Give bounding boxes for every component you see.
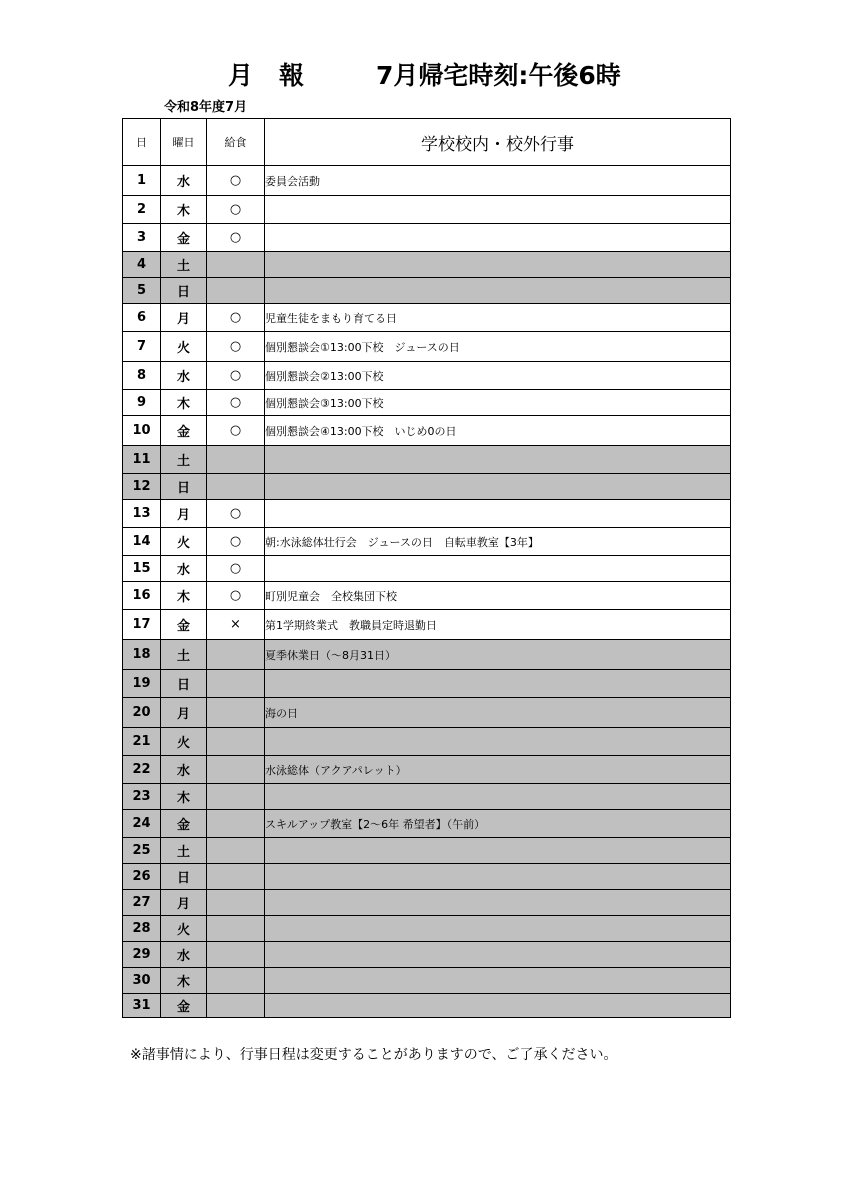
table-row — [123, 278, 731, 304]
event-cell — [265, 994, 731, 1018]
lunch-cell: × — [207, 610, 265, 640]
day-cell: 26 — [123, 864, 161, 890]
weekday-cell: 金 — [161, 994, 207, 1018]
table-row — [123, 838, 731, 864]
table-row — [123, 610, 731, 640]
weekday-cell: 土 — [161, 446, 207, 474]
weekday-cell: 木 — [161, 582, 207, 610]
day-cell: 8 — [123, 362, 161, 390]
table-row — [123, 390, 731, 416]
lunch-cell: ○ — [207, 362, 265, 390]
lunch-cell: ○ — [207, 196, 265, 224]
subtitle-month: 令和8年度7月 — [164, 100, 248, 115]
lunch-cell — [207, 916, 265, 942]
footer-note: ※諸事情により、行事日程は変更することがありますので、ご了承ください。 — [130, 1047, 618, 1063]
weekday-cell: 水 — [161, 756, 207, 784]
lunch-cell — [207, 670, 265, 698]
weekday-cell: 日 — [161, 670, 207, 698]
weekday-cell: 金 — [161, 810, 207, 838]
table-row — [123, 582, 731, 610]
lunch-cell — [207, 890, 265, 916]
day-cell: 17 — [123, 610, 161, 640]
weekday-cell: 月 — [161, 698, 207, 728]
event-cell: 第1学期終業式 教職員定時退勤日 — [265, 610, 731, 640]
day-cell: 28 — [123, 916, 161, 942]
day-cell: 4 — [123, 252, 161, 278]
day-cell: 14 — [123, 528, 161, 556]
event-cell: 海の日 — [265, 698, 731, 728]
weekday-cell: 木 — [161, 968, 207, 994]
lunch-cell — [207, 474, 265, 500]
event-cell: 水泳総体（アクアパレット） — [265, 756, 731, 784]
day-cell: 23 — [123, 784, 161, 810]
weekday-cell: 月 — [161, 890, 207, 916]
weekday-cell: 土 — [161, 252, 207, 278]
event-cell — [265, 196, 731, 224]
lunch-cell — [207, 446, 265, 474]
table-row — [123, 942, 731, 968]
day-cell: 13 — [123, 500, 161, 528]
lunch-cell — [207, 864, 265, 890]
lunch-cell — [207, 942, 265, 968]
day-cell: 16 — [123, 582, 161, 610]
table-row — [123, 810, 731, 838]
lunch-cell — [207, 252, 265, 278]
event-cell — [265, 446, 731, 474]
table-row — [123, 640, 731, 670]
column-header-lunch: 給食 — [207, 119, 265, 166]
table-row — [123, 474, 731, 500]
day-cell: 3 — [123, 224, 161, 252]
column-header-day: 日 — [123, 119, 161, 166]
event-cell — [265, 278, 731, 304]
weekday-cell: 火 — [161, 728, 207, 756]
table-row — [123, 756, 731, 784]
event-cell — [265, 224, 731, 252]
lunch-cell — [207, 640, 265, 670]
table-row — [123, 670, 731, 698]
table-row — [123, 196, 731, 224]
table-row — [123, 362, 731, 390]
column-header-events: 学校校内・校外行事 — [265, 119, 731, 166]
weekday-cell: 日 — [161, 278, 207, 304]
event-cell — [265, 500, 731, 528]
lunch-cell — [207, 784, 265, 810]
table-row — [123, 500, 731, 528]
day-cell: 2 — [123, 196, 161, 224]
lunch-cell — [207, 756, 265, 784]
weekday-cell: 水 — [161, 942, 207, 968]
day-cell: 10 — [123, 416, 161, 446]
weekday-cell: 土 — [161, 640, 207, 670]
lunch-cell: ○ — [207, 500, 265, 528]
weekday-cell: 木 — [161, 196, 207, 224]
table-row — [123, 994, 731, 1018]
weekday-cell: 火 — [161, 916, 207, 942]
table-row — [123, 728, 731, 756]
event-cell: 個別懇談会④13:00下校 いじめ0の日 — [265, 416, 731, 446]
lunch-cell — [207, 728, 265, 756]
lunch-cell — [207, 994, 265, 1018]
monthly-schedule-table — [122, 118, 731, 1018]
lunch-cell — [207, 278, 265, 304]
event-cell — [265, 864, 731, 890]
lunch-cell: ○ — [207, 582, 265, 610]
weekday-cell: 月 — [161, 500, 207, 528]
weekday-cell: 日 — [161, 474, 207, 500]
weekday-cell: 日 — [161, 864, 207, 890]
day-cell: 18 — [123, 640, 161, 670]
table-row — [123, 332, 731, 362]
day-cell: 30 — [123, 968, 161, 994]
weekday-cell: 水 — [161, 556, 207, 582]
weekday-cell: 土 — [161, 838, 207, 864]
table-row — [123, 968, 731, 994]
event-cell: 委員会活動 — [265, 166, 731, 196]
lunch-cell — [207, 838, 265, 864]
lunch-cell — [207, 968, 265, 994]
event-cell — [265, 942, 731, 968]
table-row — [123, 890, 731, 916]
day-cell: 1 — [123, 166, 161, 196]
table-row — [123, 416, 731, 446]
table-row — [123, 166, 731, 196]
event-cell — [265, 474, 731, 500]
lunch-cell — [207, 698, 265, 728]
day-cell: 27 — [123, 890, 161, 916]
day-cell: 7 — [123, 332, 161, 362]
lunch-cell: ○ — [207, 528, 265, 556]
column-header-weekday: 曜日 — [161, 119, 207, 166]
weekday-cell: 金 — [161, 224, 207, 252]
table-row — [123, 528, 731, 556]
day-cell: 11 — [123, 446, 161, 474]
event-cell — [265, 890, 731, 916]
lunch-cell: ○ — [207, 224, 265, 252]
day-cell: 22 — [123, 756, 161, 784]
table-row — [123, 916, 731, 942]
event-cell: 朝:水泳総体壮行会 ジュースの日 自転車教室【3年】 — [265, 528, 731, 556]
day-cell: 29 — [123, 942, 161, 968]
table-row — [123, 252, 731, 278]
event-cell: 個別懇談会①13:00下校 ジュースの日 — [265, 332, 731, 362]
lunch-cell: ○ — [207, 304, 265, 332]
lunch-cell: ○ — [207, 332, 265, 362]
lunch-cell: ○ — [207, 556, 265, 582]
event-cell: 町別児童会 全校集団下校 — [265, 582, 731, 610]
title-return-time: 7月帰宅時刻:午後6時 — [376, 61, 621, 90]
event-cell — [265, 670, 731, 698]
weekday-cell: 金 — [161, 416, 207, 446]
weekday-cell: 金 — [161, 610, 207, 640]
day-cell: 31 — [123, 994, 161, 1018]
day-cell: 9 — [123, 390, 161, 416]
weekday-cell: 火 — [161, 528, 207, 556]
weekday-cell: 水 — [161, 166, 207, 196]
event-cell: 夏季休業日（～8月31日） — [265, 640, 731, 670]
day-cell: 20 — [123, 698, 161, 728]
table-row — [123, 224, 731, 252]
event-cell: 個別懇談会③13:00下校 — [265, 390, 731, 416]
title-main: 月報 — [228, 61, 331, 90]
table-row — [123, 304, 731, 332]
event-cell — [265, 916, 731, 942]
day-cell: 12 — [123, 474, 161, 500]
day-cell: 19 — [123, 670, 161, 698]
event-cell — [265, 784, 731, 810]
event-cell — [265, 728, 731, 756]
day-cell: 21 — [123, 728, 161, 756]
day-cell: 15 — [123, 556, 161, 582]
table-header-row — [123, 119, 731, 166]
event-cell — [265, 252, 731, 278]
table-row — [123, 446, 731, 474]
weekday-cell: 火 — [161, 332, 207, 362]
day-cell: 6 — [123, 304, 161, 332]
lunch-cell: ○ — [207, 416, 265, 446]
event-cell: 個別懇談会②13:00下校 — [265, 362, 731, 390]
day-cell: 25 — [123, 838, 161, 864]
day-cell: 24 — [123, 810, 161, 838]
weekday-cell: 木 — [161, 784, 207, 810]
event-cell — [265, 556, 731, 582]
page-title — [0, 52, 849, 92]
event-cell: スキルアップ教室【2～6年 希望者】（午前） — [265, 810, 731, 838]
lunch-cell: ○ — [207, 166, 265, 196]
weekday-cell: 木 — [161, 390, 207, 416]
weekday-cell: 水 — [161, 362, 207, 390]
event-cell: 児童生徒をまもり育てる日 — [265, 304, 731, 332]
table-row — [123, 784, 731, 810]
weekday-cell: 月 — [161, 304, 207, 332]
table-row — [123, 864, 731, 890]
day-cell: 5 — [123, 278, 161, 304]
event-cell — [265, 838, 731, 864]
lunch-cell: ○ — [207, 390, 265, 416]
table-row — [123, 556, 731, 582]
table-row — [123, 698, 731, 728]
lunch-cell — [207, 810, 265, 838]
event-cell — [265, 968, 731, 994]
